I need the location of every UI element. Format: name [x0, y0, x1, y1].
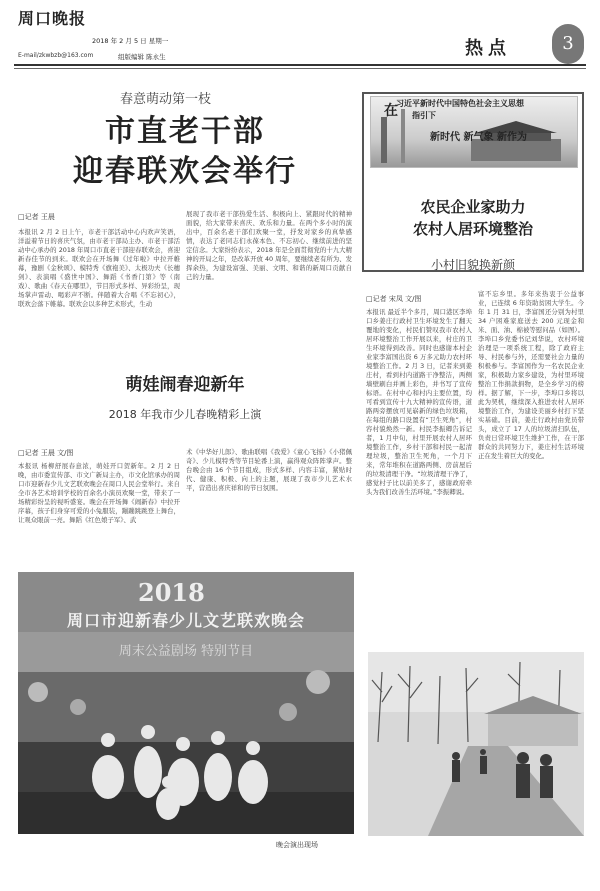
article1-headline-line2: 迎春联欢会举行 [73, 154, 297, 189]
article1-col2: 展现了我市老干部热爱生活、积极向上、紧跟时代的精神面貌，给大家带来喜庆、欢乐和力量。在两个多小时的演出中，百余名老干部们欢聚一堂，抒发对家乡的真挚感情，表达了老同志们永葆本色、不忘初心、继续前进的坚定信念。大家纷纷表示，2018 年是全面贯彻党的十九大精神的开局之年，是改革开放 40 周年，要继续老有所为、发挥余热，为建设富强、美丽、文明、和谐的新周口贡献自己的力量。 [186, 210, 352, 281]
promo-slogan: 新时代 新气象 新作为 [430, 132, 527, 143]
section-title: 热点 [465, 38, 511, 59]
performance-photo [18, 572, 354, 834]
article2-byline: □记者 王晨 文/图 [18, 449, 74, 457]
article3-headline [366, 196, 580, 240]
photo1-caption: 晚会演出现场 [276, 841, 318, 849]
promo-line1: 习近平新时代中国特色社会主义思想 [396, 99, 524, 108]
article2-col1: 本报讯 杨柳舒展春意浓，萌娃开口贺新年。2 月 2 日晚，由市委宣传部、市文广新局主办，市文化馆承办的周口市迎新春少儿文艺联欢晚会在周口人民会堂举行。来自全市各艺术培训学校的百余名小演员欢聚一堂，带来了一场精彩纷呈的视听盛宴。晚会在开场舞《闹新春》中拉开序幕，孩子们身穿可爱的小兔服装，蹦蹦跳跳登上舞台，让观众眼前一亮。舞蹈《红色娘子军》、武 [18, 462, 180, 524]
page-number-badge: 3 [552, 24, 584, 64]
newspaper-title: 周口晚报 [18, 9, 87, 28]
article3-headline-line1: 农民企业家助力 [420, 198, 526, 216]
article1-byline: □记者 王晨 [18, 213, 55, 221]
article1-kicker: 春意萌动第一枝 [120, 92, 212, 107]
village-photo [368, 652, 584, 836]
banner-title: 周口市迎新春少儿文艺联欢晚会 [66, 611, 305, 630]
promo-char: 在 [384, 103, 398, 119]
masthead-rule-thin [14, 68, 586, 69]
contact-email: E-mail/zkwbzb@163.com [18, 52, 94, 59]
article2-col2: 术《中华好儿郎》、歌曲联唱《我爱》《童心飞扬》《小猪佩奇》、少儿模特秀等节目轮番上演，赢得观众阵阵掌声。整台晚会由 16 个节目组成，形式多样、内容丰富，紧贴时代、健康、积极、向上的主题，展现了我市少儿艺术水平，营造出喜庆祥和的节日氛围。 [186, 448, 352, 492]
article3-col2: 富不忘乡里。多年来热衷于公益事业，已连续 6 年资助贫困大学生。今年 1 月 31 日，李富国还分别为村里 34 户困难家庭送去 200 元现金和米、面、油、棉被等慰问品（如图）。李埠口乡党委书记刘华说，农村环境治理是一项系统工程，除了政府主导、村民参与外，还需要社会力量的积极参与。李富国作为一名农民企业家，积极助力家乡建设，为村里环境整治工作捐款捐物，是全乡学习的榜样。据了解，下一步，李埠口乡将以此为契机，继续深入推进农村人居环境整治工作，为建设美丽乡村打下坚实基础。目前，姜庄行政村由党员带头，成立了 17 人的垃圾清扫队伍，负责日常环境卫生维护工作，在干部群众的共同努力下，姜庄村生活环境正在发生着巨大的变化。 [478, 290, 584, 460]
article3-byline: □记者 宋凤 文/图 [366, 295, 422, 303]
issue-date: 2018 年 2 月 5 日 星期一 [92, 37, 169, 45]
article2-headline: 萌娃闹春迎新年 [125, 375, 245, 395]
article3-col1: 本报讯 最近半个多月，周口港区李埠口乡姜庄行政村卫生环境发生了翻天覆地的变化，村民们赞叹我市农村人居环境整治工作开展以来，村庄的卫生环境得到改善。同时也感谢本村企业家李富国出资 6 万多元助力农村环境整治工作。2 月 3 日，记者来到姜庄村，看到村内道路干净整洁，两侧墙壁刷白并画上彩色，并书写了宣传标语。在村中心和村内主要位置，均可看到宣传十九大精神的宣传语，道路两旁摆放可见崭新的绿色垃圾箱，在每组的路口设置有“卫生死角”，村容村貌焕然一新。村民李振卿告诉记者，1 月中旬，村里开展农村人居环境整治工作，乡村干部和村民一起清理垃圾，整治卫生死角，一个月下来，常年堆积在道路两侧、房前屋后的垃圾清理干净。“垃圾清理干净了，感觉村子比以前美多了，感谢政府牵头为我们改善生活环境。”李振卿说。 [366, 308, 472, 496]
article1-headline [20, 112, 350, 192]
layout-editor: 组版编辑 陈永生 [118, 53, 166, 61]
article3-subhead: 小村旧貌换新颜 [430, 258, 515, 272]
masthead-rule [14, 64, 586, 66]
article1-col1: 本报讯 2 月 2 日上午，市老干部活动中心内欢声笑语，洋溢着节日的喜庆气氛，由市老干部局主办、市老干部活动中心承办的 2018 年周口市直老干部迎春联欢会，喜迎新春佳节的到来。联欢会在开场舞《过年啦》中拉开帷幕，豫剧《金秋颂》、模特秀《旗袍美》、太极功夫《长穗剑》、表演唱《盛世中国》、舞蹈《书香门第》等（南戏）、歌曲《春天在哪里》，节目形式多样、异彩纷呈，现场掌声雷动、喝彩声不断。伴随着大合唱《不忘初心》，联欢会落下帷幕。联欢会以多种艺术形式，生动 [18, 228, 180, 308]
article2-subhead: 2018 年我市少儿春晚精彩上演 [108, 408, 262, 421]
banner-year: 2018 [138, 578, 205, 607]
article3-headline-line2: 农村人居环境整治 [412, 220, 533, 238]
promo-line2: 指引下 [412, 111, 436, 120]
article1-headline-line1: 市直老干部 [105, 114, 265, 149]
village-photo-graphic [368, 652, 584, 836]
banner-subtitle: 周末公益剧场 特别节目 [118, 644, 254, 659]
